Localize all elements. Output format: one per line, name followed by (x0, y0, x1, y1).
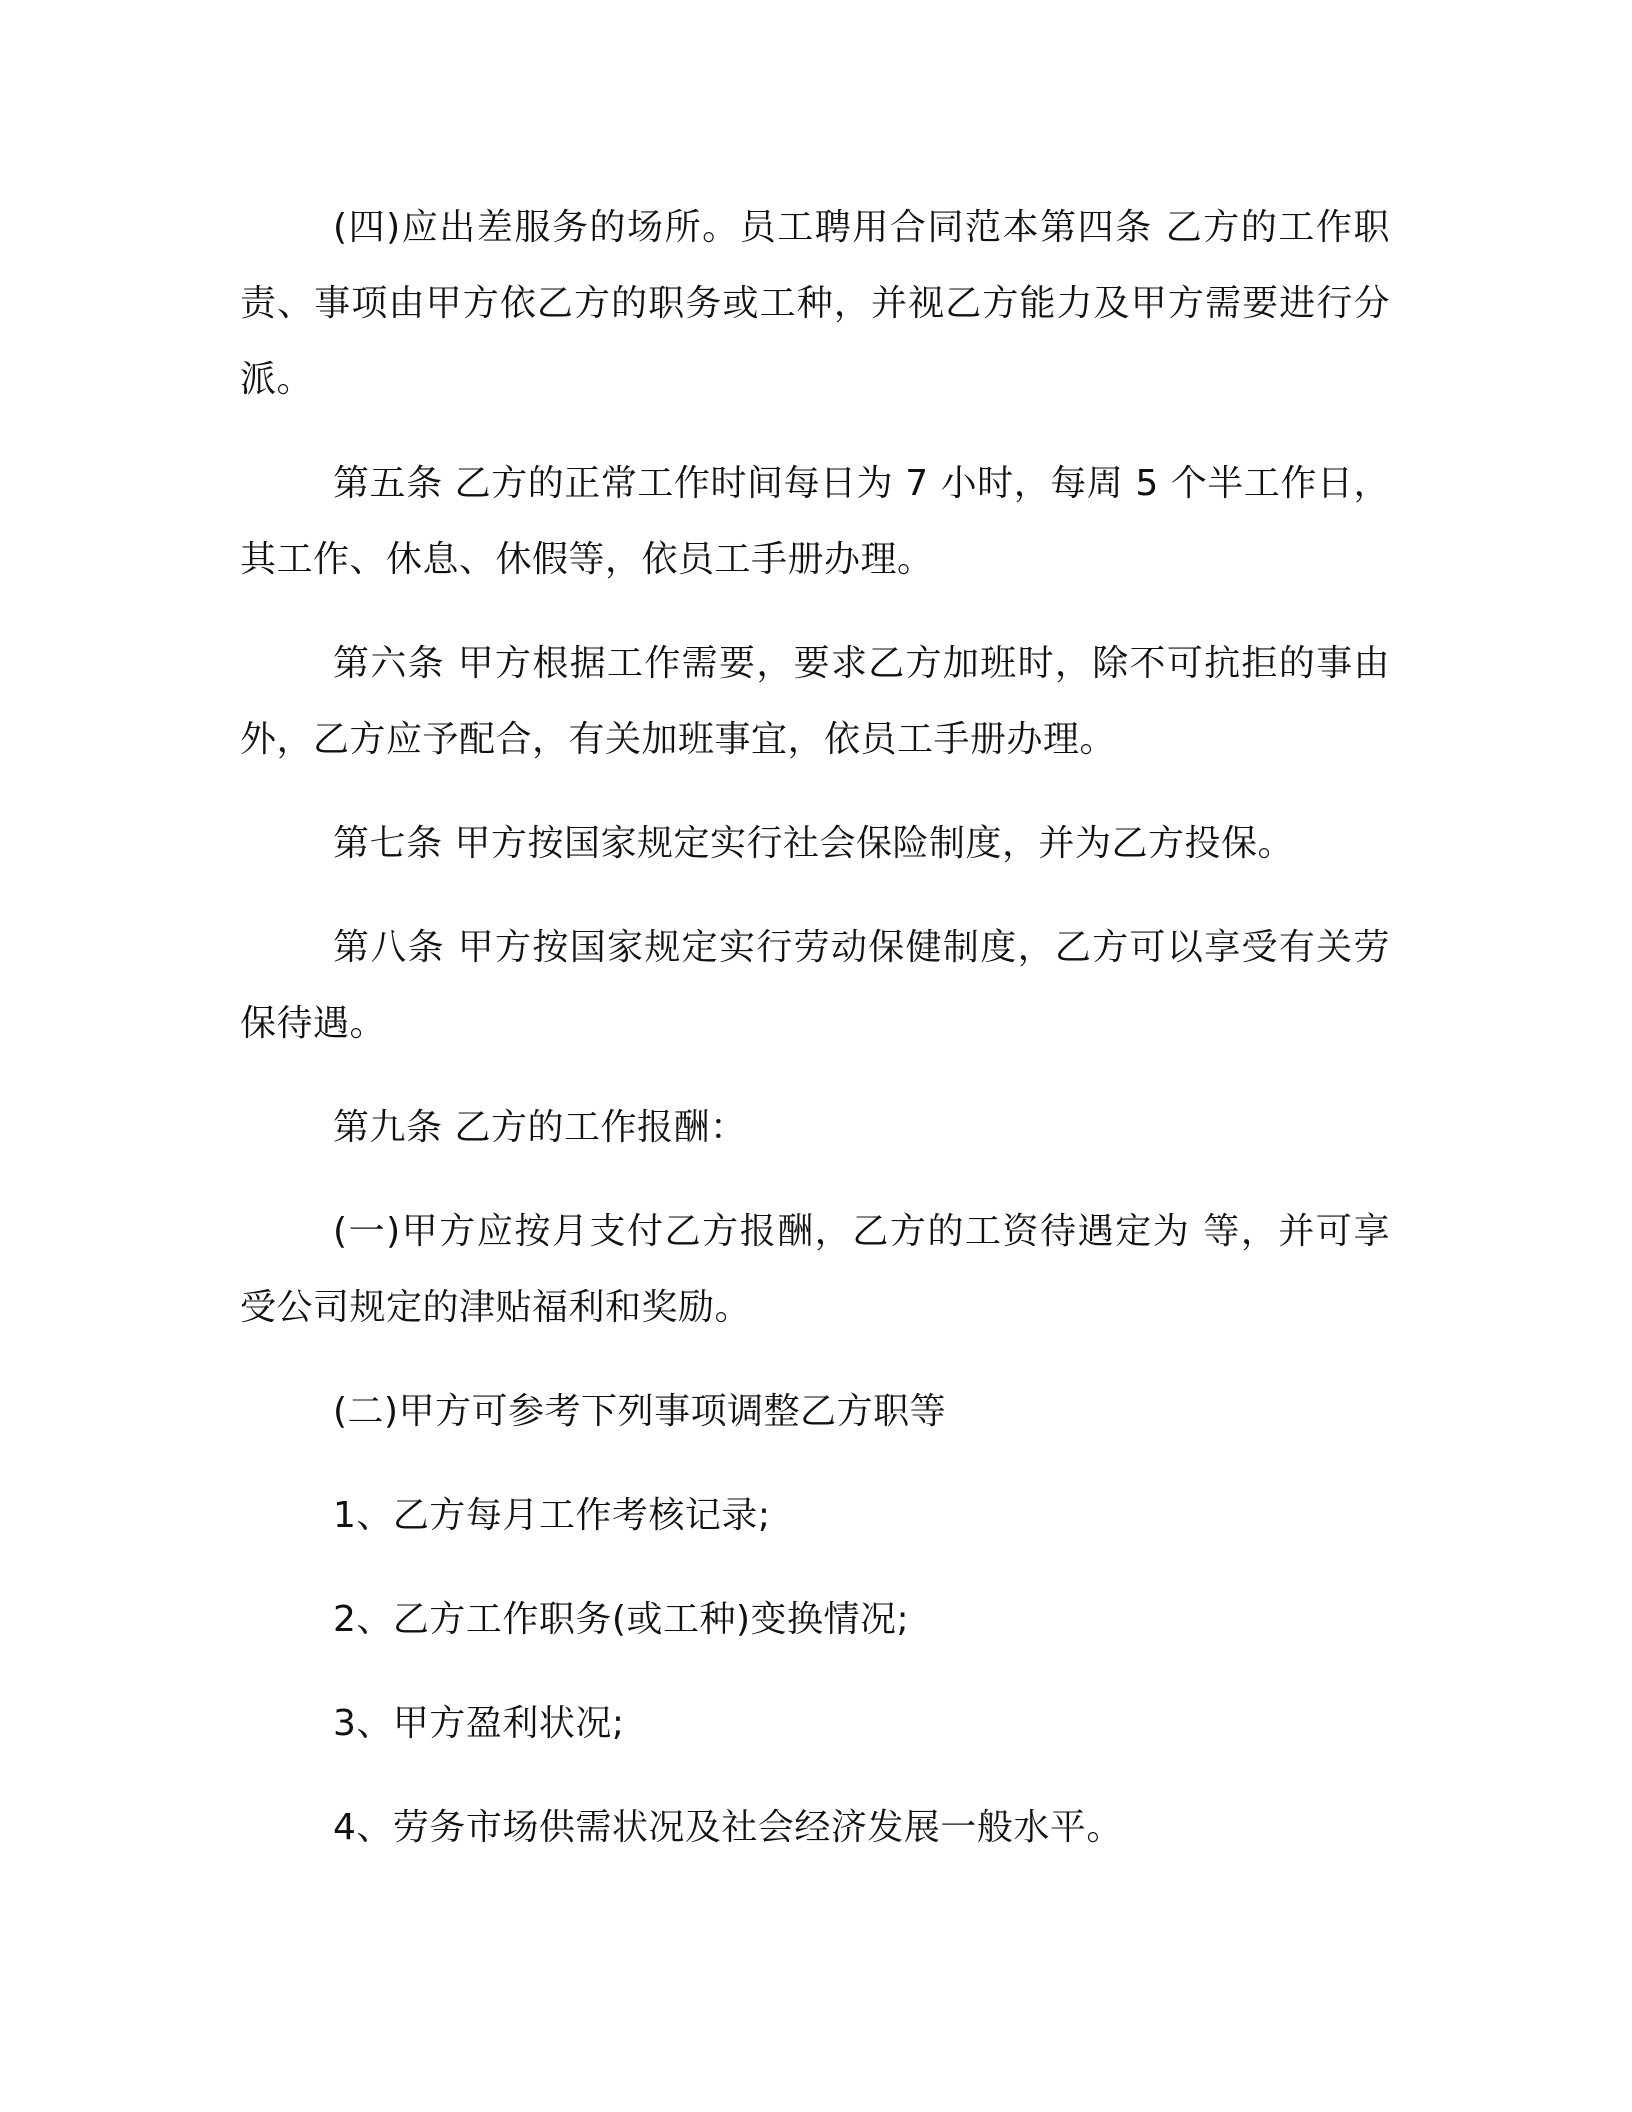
article-9: 第九条 乙方的工作报酬： (333, 1107, 747, 1148)
paragraph-item-4: (四)应出差服务的场所。员工聘用合同范本第四条 乙方的工作职责、事项由甲方依乙方的职务或工种，并视乙方能力及甲方需要进行分派。 (240, 207, 1390, 400)
list-item: 1、乙方每月工作考核记录; (333, 1495, 771, 1536)
list-item: 3、甲方盈利状况; (333, 1703, 625, 1744)
document-page (240, 190, 1390, 1866)
list-item: 2、乙方工作职务(或工种)变换情况; (333, 1599, 910, 1640)
article-9-item-1: (一)甲方应按月支付乙方报酬，乙方的工资待遇定为 等，并可享受公司规定的津贴福利和奖励。 (240, 1211, 1390, 1328)
article-8: 第八条 甲方按国家规定实行劳动保健制度，乙方可以享受有关劳保待遇。 (240, 927, 1390, 1044)
article-6: 第六条 甲方根据工作需要，要求乙方加班时，除不可抗拒的事由外，乙方应予配合，有关加班事宜，依员工手册办理。 (240, 643, 1390, 760)
article-7: 第七条 甲方按国家规定实行社会保险制度，并为乙方投保。 (333, 823, 1294, 864)
article-5: 第五条 乙方的正常工作时间每日为 7 小时，每周 5 个半工作日，其工作、休息、休假等，依员工手册办理。 (240, 463, 1390, 580)
list-item: 4、劳务市场供需状况及社会经济发展一般水平。 (333, 1807, 1123, 1848)
article-9-item-2: (二)甲方可参考下列事项调整乙方职等 (333, 1391, 947, 1432)
